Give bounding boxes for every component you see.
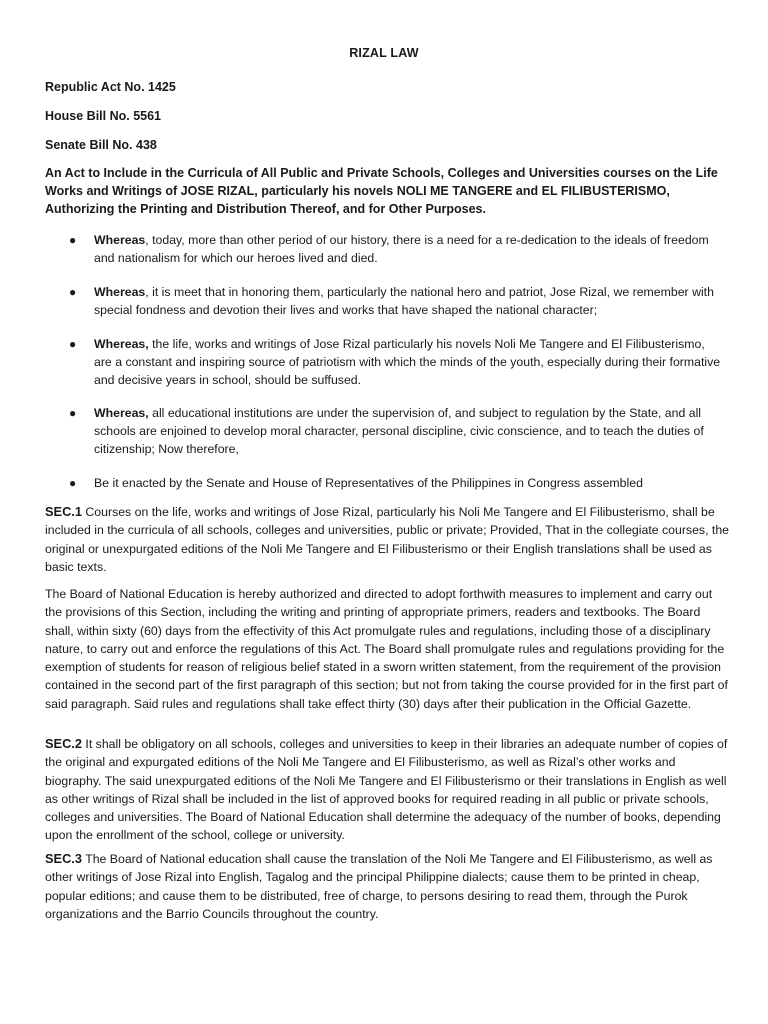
section-text: It shall be obligatory on all schools, colleges and universities to keep in their libraries an adequate number of copies of the original and expurgated editions of the Noli Me Tangere and El Filibusterismo, as well as Rizal’s other works and biography. The said unexpurgated editions of the Noli Me Tangere and El Filibusterismo or their translations in English as well as other writings of Rizal shall be included in the list of approved books for required reading in all public or private schools, colleges and universities. The Board of National Education shall determine the adequacy of the number of books, depending upon the enrollment of the school, college or university. [45, 737, 728, 843]
section-1-board-paragraph [45, 585, 729, 713]
document-title: RIZAL LAW [349, 46, 419, 60]
bullet-icon: ● [69, 476, 77, 490]
republic-act-number: Republic Act No. 1425 [45, 80, 176, 94]
list-item: ● Whereas, it is meet that in honoring them, particularly the national hero and patriot, Jose Rizal, we remember with special fondness and devotion their lives and works that have shaped the national character; [69, 285, 714, 317]
section-label: SEC.2 [45, 736, 82, 751]
section-text: Courses on the life, works and writings of Jose Rizal, particularly his Noli Me Tangere and El Filibusterismo, shall be included in the curricula of all schools, colleges and universities, public or private; Provided, That in the collegiate courses, the original or unexpurgated editions of the Noli Me Tangere and El Filibusterismo or their English translations shall be used as basic texts. [45, 505, 729, 574]
section-1 [45, 503, 729, 576]
list-item: ● Whereas, the life, works and writings of Jose Rizal particularly his novels Noli Me Tangere and El Filibusterismo, are a constant and inspiring source of patriotism with which the minds of the youth, especially during their formative and decisive years in school, should be suffused. [69, 337, 721, 387]
section-3 [45, 850, 729, 923]
bullet-icon: ● [69, 337, 77, 351]
section-2 [45, 735, 729, 845]
section-label: SEC.3 [45, 851, 82, 866]
senate-bill-number: Senate Bill No. 438 [45, 138, 157, 152]
list-item: ● Whereas, all educational institutions are under the supervision of, and subject to regulation by the State, and all schools are enjoined to develop moral character, personal discipline, civic conscience, and to teach the duties of citizenship; Now therefore, [69, 406, 704, 456]
act-title: An Act to Include in the Curricula of All Public and Private Schools, Colleges and Universities courses on the Life Works and Writings of JOSE RIZAL, particularly his novels NOLI ME TANGERE and EL FILIBUSTERISMO, Authorizing the Printing and Distribution Thereof, and for Other Purposes. [45, 166, 718, 216]
bullet-icon: ● [69, 406, 77, 420]
house-bill-number: House Bill No. 5561 [45, 109, 162, 123]
section-text: The Board of National Education is hereby authorized and directed to adopt forthwith measures to implement and carry out the provisions of this Section, including the writing and printing of appropriate primers, readers and textbooks. The Board shall, within sixty (60) days from the effectivity of this Act promulgate rules and regulations, including those of a disciplinary nature, to carry out and enforce the regulations of this Act. The Board shall promulgate rules and regulations providing for the exemption of students for reason of religious belief stated in a sworn written statement, from the requirement of the provision contained in the second part of the first paragraph of this section; but not from taking the course provided for in the first part of said paragraph. Said rules and regulations shall take effect thirty (30) days after their publication in the Official Gazette. [45, 587, 728, 711]
section-text: The Board of National education shall cause the translation of the Noli Me Tangere and El Filibusterismo, as well as other writings of Jose Rizal into English, Tagalog and the principal Philippine dialects; cause them to be printed in cheap, popular editions; and cause them to be distributed, free of charge, to persons desiring to read them, through the Purok organizations and the Barrio Councils throughout the country. [45, 852, 713, 921]
bullet-icon: ● [69, 233, 77, 247]
list-item: ● Be it enacted by the Senate and House of Representatives of the Philippines in Congress assembled [69, 476, 643, 490]
bullet-icon: ● [69, 285, 77, 299]
section-label: SEC.1 [45, 504, 82, 519]
list-item: ● Whereas, today, more than other period of our history, there is a need for a re-dedication to the ideals of freedom and nationalism for which our heroes lived and died. [69, 233, 709, 265]
